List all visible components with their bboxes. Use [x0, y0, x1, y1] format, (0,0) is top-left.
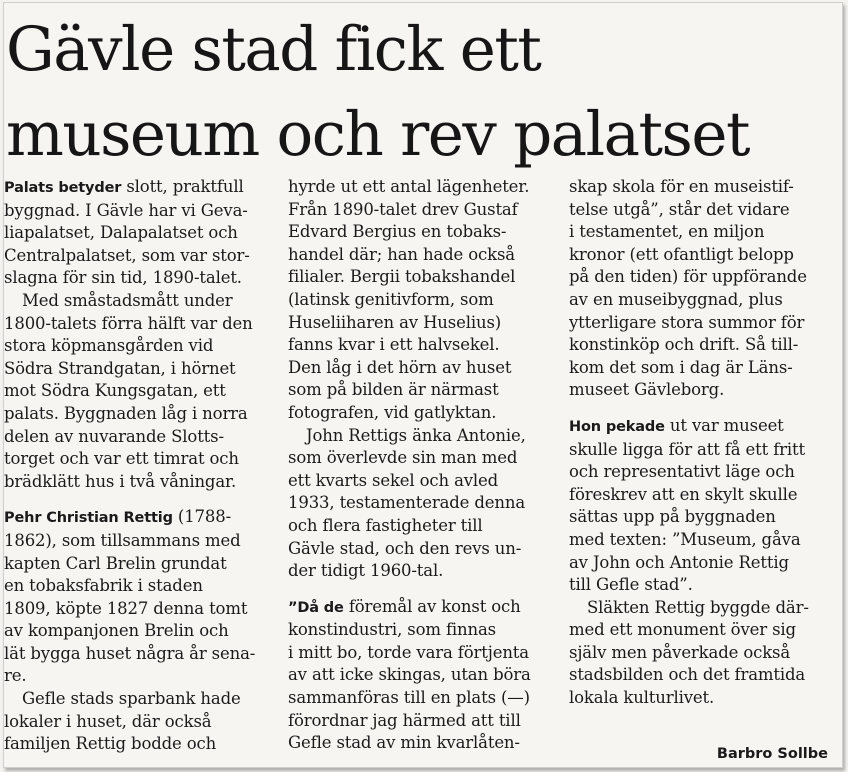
- text-line: telse utgå”, står det vidare: [569, 199, 790, 219]
- text-line: familjen Rettig bodde och: [4, 734, 217, 754]
- text-line: kom det som i dag är Läns-: [569, 357, 793, 377]
- text-line: en tobaksfabrik i staden: [4, 576, 203, 596]
- text-line: Gefle stad av min kvarlåten-: [288, 733, 520, 753]
- text-line: själv men påverkade också: [569, 642, 791, 662]
- text-line: palats. Byggnaden låg i norra: [4, 403, 248, 423]
- text-line: konstinköp och drift. Så till-: [569, 335, 799, 355]
- text-line: fotografen, vid gatlyktan.: [288, 402, 497, 422]
- text-line: hyrde ut ett antal lägenheter.: [288, 177, 530, 196]
- text-line: som på bilden är närmast: [288, 380, 499, 400]
- text-line: Edvard Bergius en tobaks-: [288, 222, 507, 242]
- text-line: på den tiden) för uppförande: [569, 267, 807, 287]
- text-line: (1788-: [172, 507, 232, 527]
- text-line: och flera fastigheter till: [288, 515, 483, 535]
- text-line: torget och var ett timrat och: [4, 449, 239, 469]
- text-line: 1800-talets förra hälft var den: [4, 313, 253, 333]
- text-line: sammanföras till en plats (—): [288, 688, 530, 708]
- paragraph-lagenheter: [288, 176, 560, 425]
- text-line: 1933, testamenterade denna: [288, 493, 526, 513]
- text-line: delen av nuvarande Slotts-: [4, 426, 224, 446]
- text-line: re.: [4, 666, 27, 686]
- text-line: föreskrev att en skylt skulle: [569, 484, 798, 504]
- text-line: slagna för sin tid, 1890-talet.: [4, 268, 242, 288]
- lead-hon-pekade: Hon pekade: [569, 418, 665, 435]
- text-line: byggnad. I Gävle har vi Geva-: [4, 200, 248, 220]
- text-line: (latinsk genitivform, som: [288, 289, 494, 309]
- paragraph-palats: [4, 176, 276, 290]
- text-line: Från 1890-talet drev Gustaf: [288, 199, 518, 219]
- text-line: i mitt bo, torde vara förtjenta: [288, 642, 529, 662]
- lead-da-de: ”Då de: [288, 599, 344, 616]
- text-line: John Rettigs änka Antonie,: [306, 425, 526, 445]
- text-line: 1862), som tillsammans med: [4, 530, 241, 550]
- headline-line-2: museum och rev palatset: [6, 99, 749, 170]
- paragraph-smastadsmatt: [4, 290, 276, 493]
- text-line: ett kvarts sekel och avled: [288, 470, 499, 490]
- text-line: fanns kvar i ett halvsekel.: [288, 335, 500, 355]
- text-line: museet Gävleborg.: [569, 380, 725, 400]
- paragraph-slakten-rettig: [569, 597, 841, 710]
- newspaper-clipping: [3, 2, 843, 768]
- text-line: Centralpalatset, som var stor-: [4, 245, 250, 265]
- column-2: [288, 176, 560, 755]
- headline-line-1: Gävle stad fick ett: [6, 14, 541, 85]
- text-line: lokaler i huset, där också: [4, 711, 212, 731]
- text-line: Huseliiharen av Huselius): [288, 312, 502, 332]
- paragraph-hon-pekade: [569, 415, 841, 597]
- text-line: 1809, köpte 1827 denna tomt: [4, 598, 248, 618]
- text-line: kapten Carl Brelin grundat: [4, 553, 227, 573]
- text-line: sättas upp på byggnaden: [569, 507, 776, 527]
- text-line: Den låg i det hörn av huset: [288, 357, 512, 377]
- headline: [6, 7, 749, 177]
- text-line: stadsbilden och det framtida: [569, 665, 806, 685]
- text-line: Gefle stads sparbank hade: [22, 689, 241, 709]
- text-line: till Gefle stad”.: [569, 575, 693, 595]
- text-line: handel där; han hade också: [288, 244, 515, 264]
- paragraph-sparbank: [4, 688, 276, 756]
- lead-palats-betyder: Palats betyder: [4, 180, 122, 196]
- text-line: lokala kulturlivet.: [569, 688, 715, 708]
- text-line: och representativt läge och: [569, 462, 795, 482]
- text-line: ut var museet: [664, 415, 784, 435]
- paragraph-museistiftelse: [569, 176, 841, 402]
- text-line: Med småstadsmått under: [22, 290, 233, 310]
- column-3: [569, 176, 841, 710]
- text-line: brädklätt hus i två våningar.: [4, 471, 237, 491]
- lead-pehr-christian-rettig: Pehr Christian Rettig: [4, 510, 173, 527]
- text-line: med ett monument över sig: [569, 620, 796, 640]
- text-line: liapalatset, Dalapalatset och: [4, 223, 238, 243]
- text-line: filialer. Bergii tobakshandel: [288, 267, 516, 287]
- text-line: föremål av konst och: [343, 596, 521, 616]
- text-line: skulle ligga för att få ett fritt: [569, 439, 805, 459]
- text-line: Södra Strandgatan, i hörnet: [4, 358, 236, 378]
- text-line: ytterligare stora summor för: [569, 312, 805, 332]
- paragraph-testamente-quote: [288, 596, 560, 755]
- text-line: i testamentet, en miljon: [569, 222, 765, 242]
- text-line: Gävle stad, och den revs un-: [288, 538, 522, 558]
- text-line: mot Södra Kungsgatan, ett: [4, 381, 226, 401]
- text-line: skap skola för en museistif-: [569, 177, 794, 196]
- text-line: konstindustri, som finnas: [288, 620, 496, 640]
- text-line: kronor (ett ofantligt belopp: [569, 244, 794, 264]
- text-line: Släkten Rettig byggde där-: [587, 597, 809, 617]
- text-line: der tidigt 1960-tal.: [288, 561, 444, 581]
- text-line: av kompanjonen Brelin och: [4, 621, 229, 641]
- text-line: av att icke skingas, utan böra: [288, 665, 531, 685]
- text-line: av John och Antonie Rettig: [569, 552, 789, 572]
- column-1: [4, 176, 276, 756]
- text-line: lät bygga huset några år sena-: [4, 643, 256, 663]
- text-line: slott, praktfull: [121, 177, 244, 196]
- paragraph-antonie: [288, 425, 560, 583]
- text-line: med texten: ”Museum, gåva: [569, 529, 801, 549]
- text-line: av en museibyggnad, plus: [569, 289, 783, 309]
- paragraph-rettig: [4, 506, 276, 688]
- author-byline: Barbro Sollbe: [716, 746, 828, 762]
- text-line: stora köpmansgården vid: [4, 336, 214, 356]
- text-line: förordnar jag härmed att till: [288, 710, 521, 730]
- text-line: som överlevde sin man med: [288, 448, 518, 468]
